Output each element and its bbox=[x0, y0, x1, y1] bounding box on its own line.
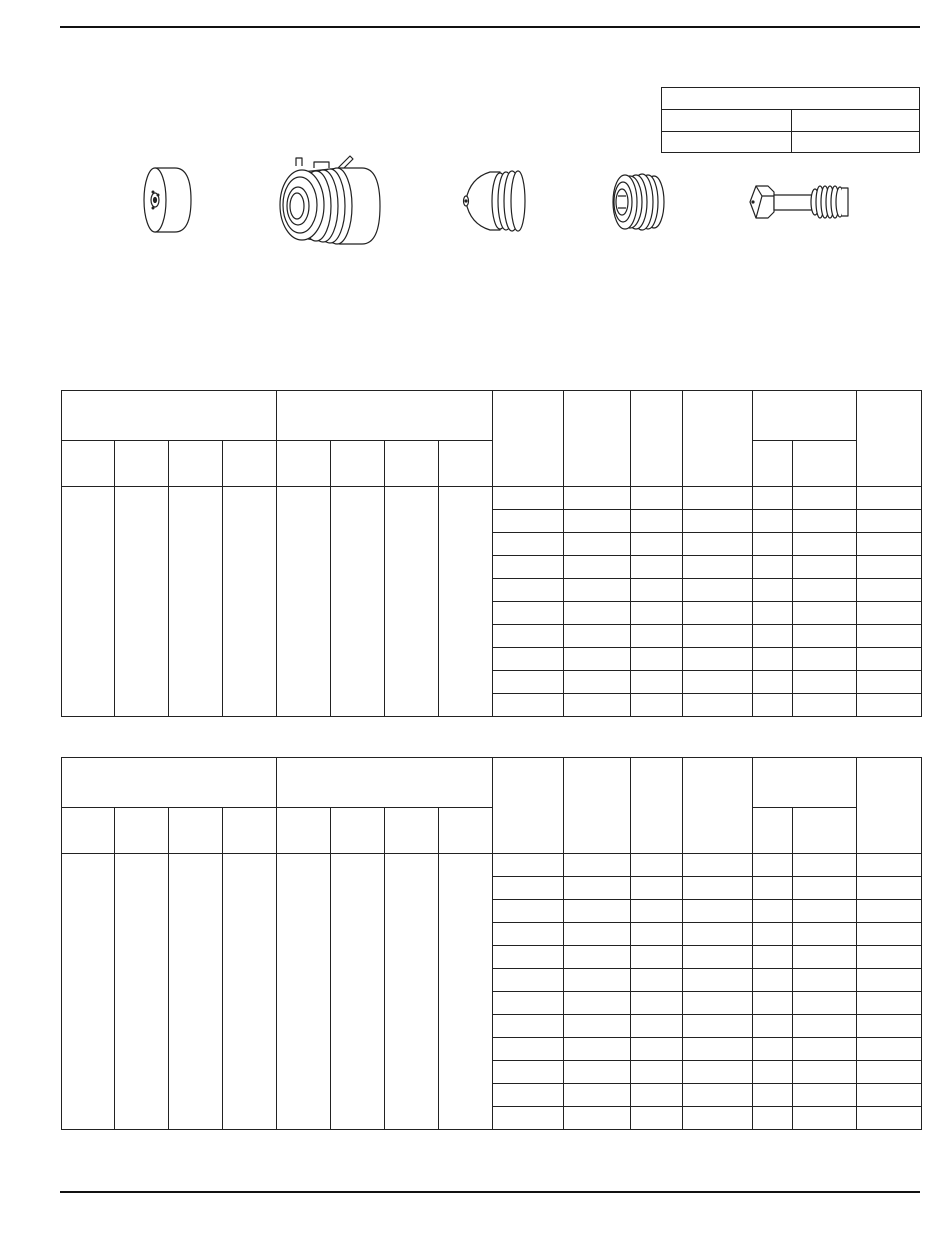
table-cell bbox=[753, 510, 793, 533]
table-cell bbox=[564, 877, 631, 900]
table-cell bbox=[493, 1107, 564, 1130]
table-cell bbox=[753, 969, 793, 992]
table-cell bbox=[564, 923, 631, 946]
table-cell bbox=[493, 648, 564, 671]
table-cell bbox=[753, 992, 793, 1015]
table-cell bbox=[753, 854, 793, 877]
column-header bbox=[62, 441, 115, 487]
table-cell bbox=[753, 1061, 793, 1084]
table-cell bbox=[753, 602, 793, 625]
column-header bbox=[385, 808, 439, 854]
column-header bbox=[753, 441, 793, 487]
table-cell bbox=[564, 602, 631, 625]
table-cell bbox=[564, 556, 631, 579]
table-cell bbox=[793, 694, 857, 717]
table-cell bbox=[753, 487, 793, 510]
table-cell bbox=[857, 900, 922, 923]
table-cell bbox=[857, 923, 922, 946]
table-cell bbox=[564, 487, 631, 510]
electrode-icon bbox=[750, 186, 848, 218]
table-cell bbox=[564, 694, 631, 717]
table-cell bbox=[857, 1084, 922, 1107]
table-cell bbox=[683, 648, 753, 671]
merged-cell bbox=[115, 487, 169, 717]
table-cell bbox=[493, 1084, 564, 1107]
retaining-cap-icon bbox=[280, 156, 380, 244]
table-cell bbox=[493, 900, 564, 923]
merged-cell bbox=[277, 854, 331, 1130]
table-cell bbox=[793, 579, 857, 602]
column-header bbox=[493, 391, 564, 487]
merged-cell bbox=[115, 854, 169, 1130]
nozzle-icon bbox=[464, 171, 526, 231]
table-cell bbox=[753, 877, 793, 900]
table-cell bbox=[793, 602, 857, 625]
table-cell bbox=[857, 487, 922, 510]
table-cell bbox=[793, 992, 857, 1015]
table-cell bbox=[793, 1107, 857, 1130]
table-cell bbox=[753, 900, 793, 923]
column-header bbox=[857, 391, 922, 487]
table-cell bbox=[683, 992, 753, 1015]
table-cell bbox=[631, 1084, 683, 1107]
merged-cell bbox=[331, 854, 385, 1130]
table-cell bbox=[857, 946, 922, 969]
cut-chart-table bbox=[61, 390, 922, 717]
table-cell bbox=[683, 1038, 753, 1061]
column-header bbox=[631, 391, 683, 487]
table-cell bbox=[683, 625, 753, 648]
table-cell bbox=[793, 877, 857, 900]
info-box-cell bbox=[662, 110, 792, 132]
table-cell bbox=[493, 625, 564, 648]
column-header bbox=[793, 441, 857, 487]
table-cell bbox=[793, 648, 857, 671]
table-cell bbox=[564, 946, 631, 969]
table-cell bbox=[631, 1038, 683, 1061]
table-cell bbox=[683, 602, 753, 625]
table-cell bbox=[493, 854, 564, 877]
group-header bbox=[62, 391, 277, 441]
table-cell bbox=[857, 648, 922, 671]
table-cell bbox=[753, 579, 793, 602]
footer-rule bbox=[60, 1191, 920, 1193]
table-cell bbox=[683, 1107, 753, 1130]
table-cell bbox=[683, 671, 753, 694]
table-cell bbox=[631, 992, 683, 1015]
info-box-cell bbox=[792, 132, 920, 153]
table-cell bbox=[493, 694, 564, 717]
table-cell bbox=[793, 854, 857, 877]
table-cell bbox=[857, 556, 922, 579]
table-cell bbox=[857, 625, 922, 648]
group-header bbox=[62, 758, 277, 808]
table-cell bbox=[793, 487, 857, 510]
table-cell bbox=[564, 900, 631, 923]
table-cell bbox=[683, 969, 753, 992]
table-cell bbox=[753, 1015, 793, 1038]
table-cell bbox=[631, 625, 683, 648]
column-header bbox=[564, 391, 631, 487]
table-cell bbox=[793, 946, 857, 969]
column-header bbox=[683, 391, 753, 487]
table-cell bbox=[683, 579, 753, 602]
table-cell bbox=[493, 923, 564, 946]
table-cell bbox=[793, 1038, 857, 1061]
table-cell bbox=[753, 625, 793, 648]
table-cell bbox=[683, 1061, 753, 1084]
merged-cell bbox=[439, 487, 493, 717]
table-cell bbox=[631, 946, 683, 969]
merged-cell bbox=[62, 854, 115, 1130]
table-cell bbox=[564, 510, 631, 533]
table-cell bbox=[753, 1107, 793, 1130]
table-cell bbox=[793, 510, 857, 533]
table-cell bbox=[631, 854, 683, 877]
table-cell bbox=[683, 1015, 753, 1038]
table-cell bbox=[857, 969, 922, 992]
table-cell bbox=[683, 946, 753, 969]
column-header bbox=[857, 758, 922, 854]
merged-cell bbox=[62, 487, 115, 717]
table-cell bbox=[793, 969, 857, 992]
header-rule bbox=[60, 26, 920, 28]
table-cell bbox=[857, 510, 922, 533]
column-header bbox=[277, 808, 331, 854]
table-cell bbox=[631, 671, 683, 694]
table-cell bbox=[857, 579, 922, 602]
table-cell bbox=[564, 648, 631, 671]
table-cell bbox=[683, 510, 753, 533]
column-header bbox=[793, 808, 857, 854]
table-cell bbox=[564, 1107, 631, 1130]
table-cell bbox=[793, 900, 857, 923]
table-cell bbox=[631, 1107, 683, 1130]
column-header bbox=[169, 808, 223, 854]
table-cell bbox=[564, 579, 631, 602]
table-cell bbox=[753, 648, 793, 671]
table-cell bbox=[857, 1061, 922, 1084]
table-cell bbox=[493, 992, 564, 1015]
table-cell bbox=[753, 671, 793, 694]
table-cell bbox=[493, 579, 564, 602]
column-header bbox=[115, 441, 169, 487]
table-cell bbox=[564, 1038, 631, 1061]
table-cell bbox=[631, 579, 683, 602]
column-header bbox=[564, 758, 631, 854]
table-cell bbox=[793, 556, 857, 579]
table-cell bbox=[793, 671, 857, 694]
merged-cell bbox=[385, 854, 439, 1130]
table-cell bbox=[857, 671, 922, 694]
table-cell bbox=[493, 946, 564, 969]
merged-cell bbox=[439, 854, 493, 1130]
column-header bbox=[385, 441, 439, 487]
table-cell bbox=[857, 1015, 922, 1038]
column-header bbox=[493, 758, 564, 854]
table-cell bbox=[857, 854, 922, 877]
table-cell bbox=[857, 992, 922, 1015]
table-cell bbox=[753, 923, 793, 946]
merged-cell bbox=[169, 487, 223, 717]
column-header bbox=[631, 758, 683, 854]
info-box-cell bbox=[792, 110, 920, 132]
group-header bbox=[753, 391, 857, 441]
table-cell bbox=[493, 1038, 564, 1061]
merged-cell bbox=[385, 487, 439, 717]
table-cell bbox=[683, 900, 753, 923]
table-cell bbox=[753, 556, 793, 579]
column-header bbox=[331, 441, 385, 487]
table-cell bbox=[493, 533, 564, 556]
table-cell bbox=[493, 602, 564, 625]
table-cell bbox=[631, 1061, 683, 1084]
column-header bbox=[223, 808, 277, 854]
table-cell bbox=[631, 1015, 683, 1038]
table-cell bbox=[564, 533, 631, 556]
info-box-cell bbox=[662, 132, 792, 153]
table-cell bbox=[631, 877, 683, 900]
table-cell bbox=[683, 533, 753, 556]
info-box bbox=[661, 87, 920, 153]
table-cell bbox=[631, 900, 683, 923]
merged-cell bbox=[223, 854, 277, 1130]
table-cell bbox=[857, 533, 922, 556]
table-cell bbox=[753, 946, 793, 969]
table-cell bbox=[683, 877, 753, 900]
table-cell bbox=[793, 625, 857, 648]
column-header bbox=[169, 441, 223, 487]
table-cell bbox=[753, 1038, 793, 1061]
group-header bbox=[277, 391, 493, 441]
table-cell bbox=[631, 533, 683, 556]
table-cell bbox=[564, 1015, 631, 1038]
table-cell bbox=[493, 1015, 564, 1038]
column-header bbox=[683, 758, 753, 854]
table-cell bbox=[683, 556, 753, 579]
group-header bbox=[277, 758, 493, 808]
table-cell bbox=[683, 487, 753, 510]
table-cell bbox=[564, 625, 631, 648]
cut-chart-table bbox=[61, 757, 922, 1130]
table-cell bbox=[631, 602, 683, 625]
table-cell bbox=[683, 854, 753, 877]
merged-cell bbox=[223, 487, 277, 717]
table-cell bbox=[493, 1061, 564, 1084]
table-cell bbox=[857, 877, 922, 900]
table-cell bbox=[493, 556, 564, 579]
table-cell bbox=[857, 1107, 922, 1130]
table-cell bbox=[793, 1015, 857, 1038]
column-header bbox=[753, 808, 793, 854]
column-header bbox=[277, 441, 331, 487]
table-cell bbox=[631, 487, 683, 510]
table-cell bbox=[793, 923, 857, 946]
table-cell bbox=[493, 510, 564, 533]
table-cell bbox=[683, 923, 753, 946]
merged-cell bbox=[277, 487, 331, 717]
table-cell bbox=[793, 1061, 857, 1084]
table-cell bbox=[493, 877, 564, 900]
column-header bbox=[439, 441, 493, 487]
table-cell bbox=[631, 969, 683, 992]
table-cell bbox=[857, 1038, 922, 1061]
table-cell bbox=[793, 533, 857, 556]
column-header bbox=[115, 808, 169, 854]
table-cell bbox=[493, 969, 564, 992]
table-cell bbox=[493, 487, 564, 510]
table-cell bbox=[564, 1084, 631, 1107]
group-header bbox=[753, 758, 857, 808]
table-cell bbox=[564, 854, 631, 877]
table-cell bbox=[753, 1084, 793, 1107]
column-header bbox=[62, 808, 115, 854]
column-header bbox=[439, 808, 493, 854]
table-cell bbox=[564, 1061, 631, 1084]
table-cell bbox=[683, 694, 753, 717]
column-header bbox=[223, 441, 277, 487]
table-cell bbox=[564, 671, 631, 694]
table-cell bbox=[493, 671, 564, 694]
table-cell bbox=[683, 1084, 753, 1107]
table-cell bbox=[564, 992, 631, 1015]
swirl-ring-icon bbox=[613, 174, 664, 230]
table-cell bbox=[753, 694, 793, 717]
table-cell bbox=[857, 694, 922, 717]
shield-cap-icon bbox=[144, 168, 191, 232]
table-cell bbox=[631, 510, 683, 533]
table-cell bbox=[631, 556, 683, 579]
table-cell bbox=[631, 923, 683, 946]
merged-cell bbox=[331, 487, 385, 717]
table-cell bbox=[631, 648, 683, 671]
merged-cell bbox=[169, 854, 223, 1130]
info-box-title bbox=[662, 88, 920, 110]
column-header bbox=[331, 808, 385, 854]
table-cell bbox=[631, 694, 683, 717]
table-cell bbox=[753, 533, 793, 556]
table-cell bbox=[857, 602, 922, 625]
table-cell bbox=[793, 1084, 857, 1107]
table-cell bbox=[564, 969, 631, 992]
